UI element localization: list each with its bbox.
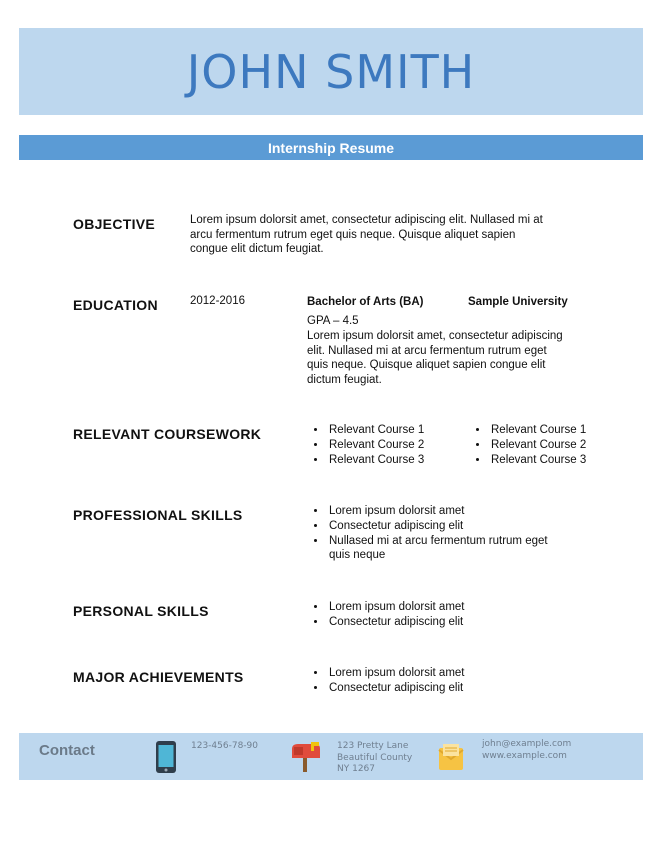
achievements-title: MAJOR ACHIEVEMENTS (73, 669, 244, 685)
list-item-line: Nullased mi at arcu fermentum rutrum eget (329, 534, 548, 547)
personal-skills-list (307, 600, 465, 630)
list-item (327, 534, 548, 564)
list-item-line: quis neque (329, 549, 386, 562)
coursework-list-1 (307, 423, 424, 467)
objective-line: arcu fermentum rutrum eget quis neque. Quisque aliquet sapien (190, 228, 516, 241)
education-years: 2012-2016 (190, 295, 245, 307)
coursework-list-2 (469, 423, 586, 467)
objective-line: congue elit dictum feugiat. (190, 243, 324, 255)
list-item: • Relevant Course 2 (489, 438, 586, 453)
education-school: Sample University (468, 296, 568, 308)
education-description (307, 329, 617, 387)
education-title: EDUCATION (73, 297, 158, 313)
contact-bar (19, 733, 643, 780)
list-item: • Relevant Course 1 (327, 423, 424, 438)
contact-email: john@example.com (482, 739, 572, 749)
contact-address (337, 741, 412, 776)
candidate-name: JOHN SMITH (186, 44, 476, 99)
header-banner (19, 28, 643, 115)
list-item: • Relevant Course 2 (327, 438, 424, 453)
education-line: quis neque. Quisque aliquet sapien congue elit (307, 359, 546, 371)
education-line: elit. Nullased mi at arcu fermentum rutrum eget (307, 344, 547, 357)
address-line: 123 Pretty Lane (337, 741, 409, 751)
education-degree: Bachelor of Arts (BA) (307, 296, 424, 308)
list-item: • Lorem ipsum dolorsit amet (327, 504, 548, 519)
personal-skills-title: PERSONAL SKILLS (73, 603, 209, 619)
list-item: • Consectetur adipiscing elit (327, 519, 548, 534)
phone-icon (155, 740, 177, 774)
list-item: • Relevant Course 3 (489, 453, 586, 468)
contact-label: Contact (39, 742, 95, 759)
contact-phone: 123-456-78-90 (191, 741, 259, 751)
list-item: • Consectetur adipiscing elit (327, 615, 465, 630)
list-item: • Lorem ipsum dolorsit amet (327, 666, 465, 681)
address-line: Beautiful County (337, 752, 413, 763)
list-item: • Lorem ipsum dolorsit amet (327, 600, 465, 615)
professional-skills-list (307, 504, 548, 563)
resume-subtitle: Internship Resume (267, 139, 395, 156)
education-line: Lorem ipsum dolorsit amet, consectetur adipiscing (307, 330, 563, 342)
subtitle-bar (19, 135, 643, 160)
objective-title: OBJECTIVE (73, 216, 156, 232)
education-line: dictum feugiat. (307, 373, 382, 386)
contact-website: www.example.com (482, 751, 567, 761)
education-gpa: GPA – 4.5 (307, 315, 359, 327)
envelope-icon (437, 742, 465, 772)
list-item: • Consectetur adipiscing elit (327, 681, 465, 696)
objective-text (190, 213, 610, 257)
mailbox-icon (289, 741, 323, 773)
list-item: • Relevant Course 3 (327, 453, 424, 468)
coursework-title: RELEVANT COURSEWORK (73, 426, 262, 442)
professional-skills-title: PROFESSIONAL SKILLS (73, 507, 243, 523)
list-item: • Relevant Course 1 (489, 423, 586, 438)
objective-line: Lorem ipsum dolorsit amet, consectetur adipiscing elit. Nullased mi at (190, 214, 543, 226)
achievements-list (307, 666, 465, 696)
address-line: NY 1267 (337, 764, 375, 774)
